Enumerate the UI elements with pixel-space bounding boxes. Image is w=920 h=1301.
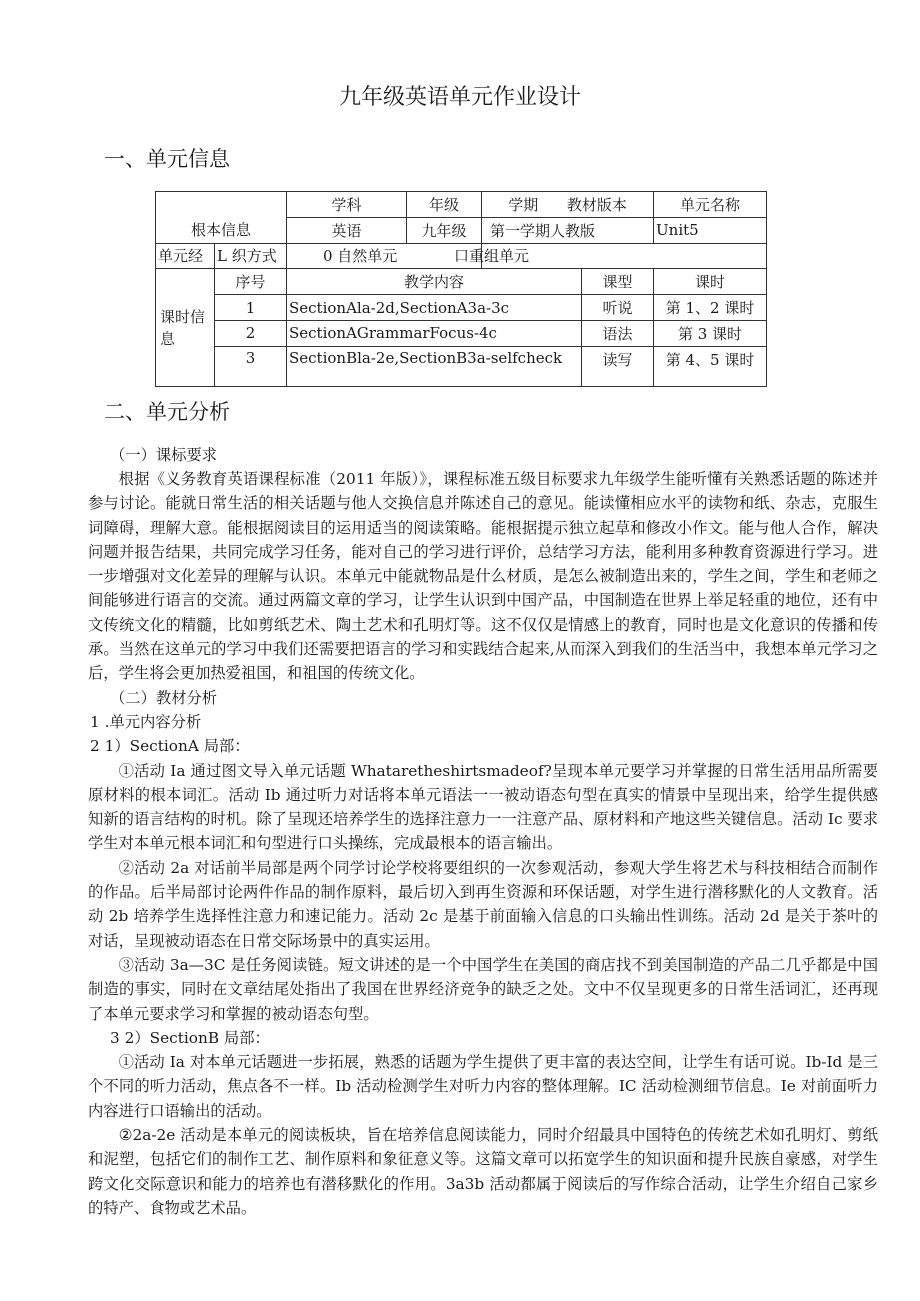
paragraph-section-a-1: ①活动 Ia 通过图文导入单元话题 Whataretheshirtsmadeof?呈现本单元要学习并掌握的日常生活用品所需要原材料的根本词汇。活动 Ib 通过听力对话将本单元语法一一被动语态句型在真实的情景中呈现出来，给学生提供感知新的语言结构的时机。除了呈现还培养学生的选择注意力一一注意产品、原材料和产地这些关键信息。活动 Ic 要求学生对本单元根本词汇和句型进行口头操练，完成最根本的语言输出。: [88, 761, 878, 853]
row-1-no: 1: [215, 295, 287, 321]
sub-heading-textbook: （二）教材分析: [110, 688, 218, 707]
basic-info-label: 根本信息: [156, 217, 287, 243]
section-heading-unit-analysis: 二、单元分析: [104, 400, 230, 424]
col-header-no: 序号: [215, 269, 287, 295]
sub-heading-section-b: 3 2）SectionB 局部：: [110, 1028, 270, 1047]
row-3-hours: 第 4、5 课时: [654, 346, 767, 386]
value-term-textbook: 第一学期人教版: [482, 217, 654, 243]
row-2-type: 语法: [582, 320, 654, 346]
value-unit-name: Unit5: [654, 217, 767, 243]
row-1-hours: 第 1、2 课时: [654, 295, 767, 321]
paragraph-section-a-3: ③活动 3a—3C 是任务阅读链。短文讲述的是一个中国学生在美国的商店找不到美国制造的产品二几乎都是中国制造的事实，同时在文章结尾处指出了我国在世界经济竞争的缺乏之处。文中不仅呈现更多的日常生活词汇，还再现了本单元要求学习和掌握的被动语态句型。: [88, 955, 878, 1023]
row-3-no: 3: [215, 346, 287, 386]
page-title: 九年级英语单元作业设计: [338, 85, 581, 110]
col-header-type: 课型: [582, 269, 654, 295]
unit-info-table: [155, 191, 767, 387]
col-header-hours: 课时: [654, 269, 767, 295]
section-heading-unit-info: 一、单元信息: [104, 147, 230, 171]
header-grade: 年级: [407, 192, 482, 218]
lesson-info-label: 课时信息: [156, 269, 215, 387]
body-text-block: [88, 467, 878, 1220]
row-3-content: SectionBla-2e,SectionB3a-selfcheck: [287, 346, 582, 386]
row-1-content: SectionAla-2d,SectionA3a-3c: [287, 295, 582, 321]
paragraph-section-b-1: ①活动 Ia 对本单元话题进一步拓展，熟悉的话题为学生提供了更丰富的表达空间，让学生有话可说。Ib-Id 是三个不同的听力活动，焦点各不一样。Ib 活动检测学生对听力内容的整体理解。IC 活动检测细节信息。Ie 对前面听力内容进行口语输出的活动。: [88, 1053, 878, 1120]
sub-heading-unit-content: 1 .单元内容分析: [90, 712, 202, 731]
org-label2: L 织方式: [215, 243, 287, 269]
row-3-type: 读写: [582, 346, 654, 386]
row-1-type: 听说: [582, 295, 654, 321]
row-2-hours: 第 3 课时: [654, 320, 767, 346]
org-option-natural: 0 自然单元: [287, 243, 482, 269]
col-header-content: 教学内容: [287, 269, 582, 295]
value-subject: 英语: [287, 217, 407, 243]
header-subject: 学科: [287, 192, 407, 218]
sub-heading-curriculum: （一）课标要求: [110, 446, 218, 464]
row-2-content: SectionAGrammarFocus-4c: [287, 320, 582, 346]
paragraph-curriculum: 根据《义务教育英语课程标准（2011 年版）》，课程标准五级目标要求九年级学生能听懂有关熟悉话题的陈述并参与讨论。能就日常生活的相关话题与他人交换信息并陈述自己的意见。能读懂相应水平的读物和纸、杂志，克服生词障碍，理解大意。能根据阅读目的运用适当的阅读策略。能根据提示独立起草和修改小作文。能与他人合作，解决问题并报告结果，共同完成学习任务，能对自己的学习进行评价，总结学习方法，能利用多种教育资源进行学习。进一步增强对文化差异的理解与认识。本单元中能就物品是什么材质，是怎么被制造出来的，学生之间，学生和老师之间能够进行语言的交流。通过两篇文章的学习，让学生认识到中国产品，中国制造在世界上举足轻重的地位，还有中文传统文化的精髓，比如剪纸艺术、陶土艺术和孔明灯等。这不仅仅是情感上的教育，同时也是文化意识的传播和传承。当然在这单元的学习中我们还需要把语言的学习和实践结合起来,从而深入到我们的生活当中，我想本单元学习之后，学生将会更加热爱祖国，和祖国的传统文化。: [88, 470, 878, 683]
org-option-regrouped: 口重组单元: [482, 243, 767, 269]
paragraph-section-b-2: ②2a-2e 活动是本单元的阅读板块，旨在培养信息阅读能力，同时介绍最具中国特色的传统艺术如孔明灯、剪纸和泥塑，包括它们的制作工艺、制作原料和象征意义等。这篇文章可以拓宽学生的知识面和提升民族自豪感，对学生跨文化交际意识和能力的培养也有潜移默化的作用。3a3b 活动都属于阅读后的写作综合活动，让学生介绍自己家乡的特产、食物或艺术品。: [88, 1126, 878, 1217]
row-2-no: 2: [215, 320, 287, 346]
paragraph-section-a-2: ②活动 2a 对话前半局部是两个同学讨论学校将要组织的一次参观活动，参观大学生将艺术与科技相结合而制作的作品。后半局部讨论两件作品的制作原料，最后切入到再生资源和环保话题，对学生进行潜移默化的人文教育。活动 2b 培养学生选择性注意力和速记能力。活动 2c 是基于前面输入信息的口头输出性训练。活动 2d 是关于茶叶的对话，呈现被动语态在日常交际场景中的真实运用。: [88, 858, 878, 950]
org-label: 单元经: [156, 243, 215, 269]
header-term-textbook: 学期 教材版本: [482, 192, 654, 218]
value-grade: 九年级: [407, 217, 482, 243]
sub-heading-section-a: 2 1）SectionA 局部：: [90, 737, 250, 756]
header-unit-name: 单元名称: [654, 192, 767, 218]
